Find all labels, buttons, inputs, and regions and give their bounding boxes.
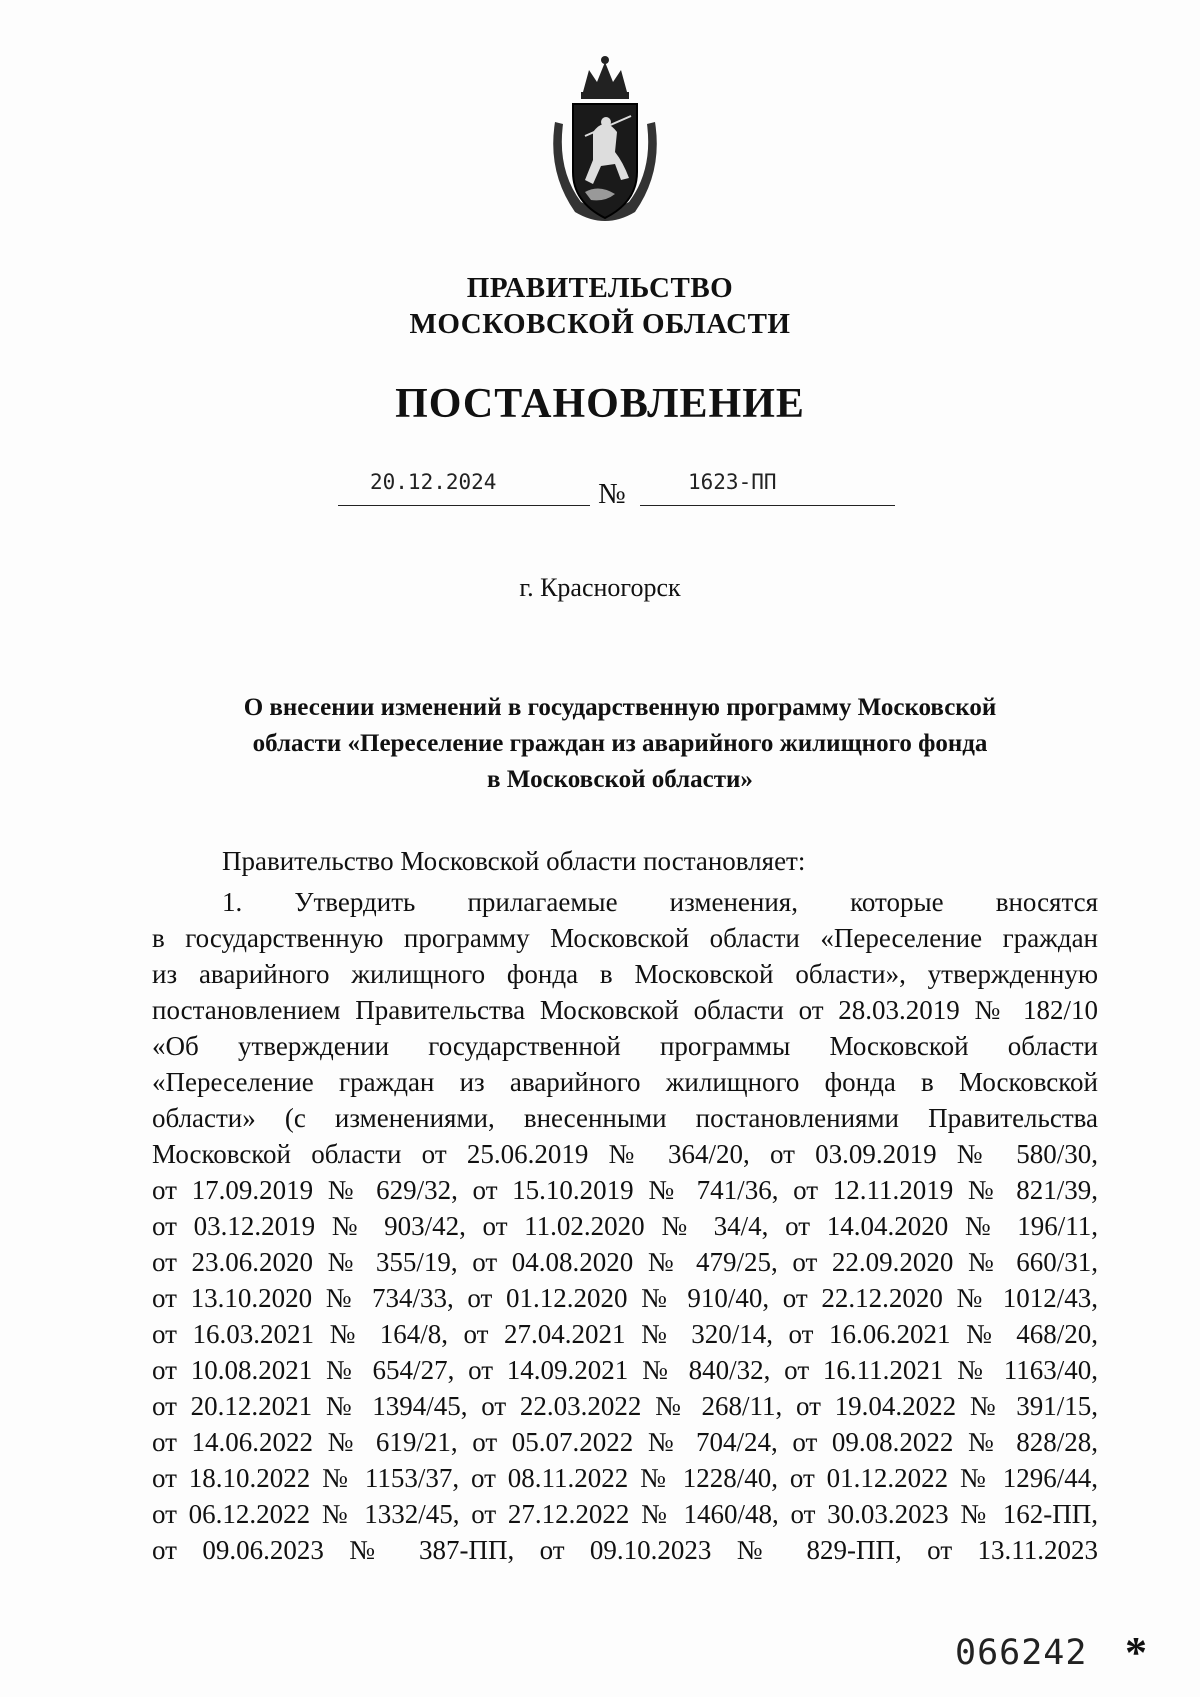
title-line: О внесении изменений в государственную программу Московской [243, 694, 997, 721]
body-line [152, 1388, 1098, 1424]
body-line-text: от 09.06.2023 № 387-ПП, от 09.10.2023 № 829-ПП, от 13.11.2023 [152, 1535, 1098, 1565]
city: г. Красногорск [519, 573, 681, 602]
title-line: области «Переселение граждан из аварийного жилищного фонда [252, 730, 988, 757]
body-line [152, 1460, 1098, 1496]
title-line: в Московской области» [487, 766, 753, 793]
date-underline [338, 505, 590, 506]
body-line-text: от 16.03.2021 № 164/8, от 27.04.2021 № 320/14, от 16.06.2021 № 468/20, [152, 1319, 1098, 1349]
body-line-text: от 14.06.2022 № 619/21, от 05.07.2022 № 704/24, от 09.08.2022 № 828/28, [152, 1427, 1098, 1457]
body-line [152, 1496, 1098, 1532]
body-line-text: от 23.06.2020 № 355/19, от 04.08.2020 № 479/25, от 22.09.2020 № 660/31, [152, 1247, 1098, 1277]
body-line-text: постановлением Правительства Московской области от 28.03.2019 № 182/10 [152, 995, 1098, 1025]
body-line-text: Московской области от 25.06.2019 № 364/20, от 03.09.2019 № 580/30, [152, 1139, 1098, 1169]
number-underline [640, 505, 895, 506]
body-line-text: от 06.12.2022 № 1332/45, от 27.12.2022 № 1460/48, от 30.03.2023 № 162-ПП, [152, 1499, 1098, 1529]
serial-number: 066242 [955, 1633, 1088, 1673]
body-line-text: области» (с изменениями, внесенными постановлениями Правительства [152, 1103, 1098, 1133]
government-title-line2: МОСКОВСКОЙ ОБЛАСТИ [409, 308, 791, 340]
serial-mark: * [1125, 1628, 1147, 1677]
body-line-text: от 10.08.2021 № 654/27, от 14.09.2021 № 840/32, от 16.11.2021 № 1163/40, [152, 1355, 1098, 1385]
moscow-oblast-coat-of-arms-icon [545, 52, 665, 232]
body-line-text: от 03.12.2019 № 903/42, от 11.02.2020 № 34/4, от 14.04.2020 № 196/11, [152, 1211, 1098, 1241]
body-line [152, 1100, 1098, 1136]
body-line-text: «Об утверждении государственной программы Московской области [152, 1031, 1098, 1061]
body-line [152, 1208, 1098, 1244]
body-line-text: 1. Утвердить прилагаемые изменения, которые вносятся [222, 887, 1098, 917]
government-title-line1: ПРАВИТЕЛЬСТВО [466, 272, 734, 304]
document-date: 20.12.2024 [370, 470, 497, 494]
body-line-text: «Переселение граждан из аварийного жилищного фонда в Московской [152, 1067, 1098, 1097]
body-line [152, 1136, 1098, 1172]
body-line [152, 1244, 1098, 1280]
body-line [152, 1316, 1098, 1352]
body-line [152, 1424, 1098, 1460]
number-sign: № [598, 478, 626, 510]
body-line-text: от 17.09.2019 № 629/32, от 15.10.2019 № 741/36, от 12.11.2019 № 821/39, [152, 1175, 1098, 1205]
body-line-text: в государственную программу Московской области «Переселение граждан [152, 923, 1098, 953]
body-line [152, 956, 1098, 992]
body-line-text: из аварийного жилищного фонда в Московской области», утвержденную [152, 959, 1098, 989]
body-line [222, 884, 1098, 920]
body-line [152, 1172, 1098, 1208]
body-line-text: от 20.12.2021 № 1394/45, от 22.03.2022 № 268/11, от 19.04.2022 № 391/15, [152, 1391, 1098, 1421]
document-title [160, 690, 1080, 798]
body-line [152, 1280, 1098, 1316]
body-line [152, 1532, 1098, 1568]
intro-paragraph: Правительство Московской области постановляет: [222, 846, 806, 876]
body-line [152, 992, 1098, 1028]
document-type: ПОСТАНОВЛЕНИЕ [395, 381, 805, 427]
document-number: 1623-ПП [688, 470, 777, 494]
body-line [152, 1352, 1098, 1388]
body-line [152, 1064, 1098, 1100]
body-line-text: от 13.10.2020 № 734/33, от 01.12.2020 № 910/40, от 22.12.2020 № 1012/43, [152, 1283, 1098, 1313]
body-line [152, 1028, 1098, 1064]
body-line [152, 920, 1098, 956]
body-line-text: от 18.10.2022 № 1153/37, от 08.11.2022 № 1228/40, от 01.12.2022 № 1296/44, [152, 1463, 1098, 1493]
